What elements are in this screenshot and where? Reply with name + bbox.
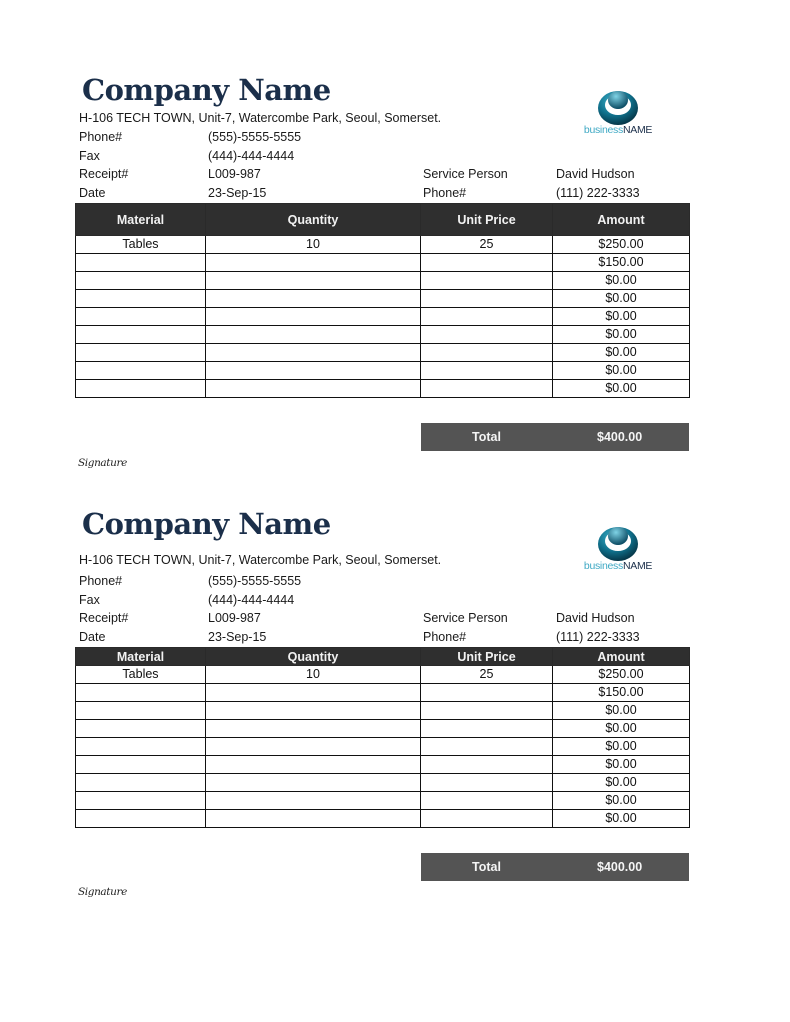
cell-material[interactable]: Tables [76,666,206,684]
cell-material[interactable] [76,738,206,756]
total-value: $400.00 [597,860,643,874]
cell-material[interactable] [76,290,206,308]
logo-sphere-icon [597,524,639,562]
logo-text [573,560,663,572]
cell-quantity[interactable] [206,290,421,308]
cell-quantity[interactable] [206,756,421,774]
items-table [75,647,690,828]
table-row [76,344,690,362]
cell-quantity[interactable] [206,702,421,720]
receipt-number-value: L009-987 [208,611,261,625]
cell-unit-price[interactable] [421,810,553,828]
cell-quantity[interactable] [206,720,421,738]
cell-material[interactable] [76,326,206,344]
header-amount: Amount [553,204,690,236]
cell-material[interactable] [76,362,206,380]
cell-amount: $0.00 [553,308,690,326]
fax-value: (444)-444-4444 [208,149,295,163]
cell-amount: $0.00 [553,290,690,308]
business-logo [573,524,663,574]
total-label: Total [472,860,501,874]
fax-label: Fax [79,593,100,607]
header-quantity: Quantity [206,648,421,666]
date-value: 23-Sep-15 [208,186,267,200]
company-address: H-106 TECH TOWN, Unit-7, Watercombe Park, Seoul, Somerset. [79,111,442,125]
table-row [76,810,690,828]
cell-quantity[interactable] [206,810,421,828]
phone-label: Phone# [79,130,123,144]
cell-unit-price[interactable]: 25 [421,236,553,254]
cell-amount: $0.00 [553,702,690,720]
cell-amount: $0.00 [553,792,690,810]
cell-amount: $0.00 [553,756,690,774]
table-header-row [76,204,690,236]
cell-quantity[interactable] [206,774,421,792]
logo-text-dark: NAME [622,124,653,136]
total-value: $400.00 [597,430,643,444]
cell-quantity[interactable]: 10 [206,666,421,684]
cell-quantity[interactable] [206,684,421,702]
logo-text [573,124,663,136]
cell-unit-price[interactable] [421,702,553,720]
header-material: Material [76,204,206,236]
table-row [76,774,690,792]
date-label: Date [79,186,106,200]
table-row [76,236,690,254]
cell-amount: $0.00 [553,380,690,398]
cell-unit-price[interactable] [421,792,553,810]
table-row [76,272,690,290]
table-row [76,792,690,810]
service-person-value: David Hudson [556,611,635,625]
items-table [75,203,690,398]
table-row [76,738,690,756]
header-material: Material [76,648,206,666]
cell-unit-price[interactable] [421,326,553,344]
cell-unit-price[interactable] [421,290,553,308]
table-row [76,308,690,326]
table-header-row [76,648,690,666]
cell-material[interactable] [76,720,206,738]
table-row [76,290,690,308]
header-quantity: Quantity [206,204,421,236]
cell-material[interactable] [76,810,206,828]
table-row [76,756,690,774]
table-row [76,362,690,380]
service-person-value: David Hudson [556,167,635,181]
receipt-number-label: Receipt# [79,611,129,625]
cell-material[interactable] [76,380,206,398]
cell-material[interactable] [76,792,206,810]
signature-label: Signature [78,457,127,469]
cell-quantity[interactable] [206,254,421,272]
service-phone-value: (111) 222-3333 [556,186,640,200]
cell-amount: $0.00 [553,738,690,756]
cell-amount: $0.00 [553,362,690,380]
service-phone-label: Phone# [423,630,467,644]
total-bar [421,423,689,451]
table-row [76,702,690,720]
cell-material[interactable] [76,254,206,272]
cell-amount: $150.00 [553,684,690,702]
cell-unit-price[interactable] [421,362,553,380]
cell-amount: $0.00 [553,774,690,792]
table-row [76,684,690,702]
date-value: 23-Sep-15 [208,630,267,644]
logo-text-light: business [583,124,623,136]
cell-quantity[interactable] [206,792,421,810]
cell-unit-price[interactable] [421,774,553,792]
table-row [76,326,690,344]
cell-quantity[interactable] [206,344,421,362]
table-row [76,666,690,684]
header-amount: Amount [553,648,690,666]
cell-quantity[interactable] [206,362,421,380]
date-label: Date [79,630,106,644]
cell-material[interactable] [76,272,206,290]
phone-label: Phone# [79,574,123,588]
cell-unit-price[interactable] [421,380,553,398]
cell-amount: $0.00 [553,326,690,344]
receipt-number-value: L009-987 [208,167,261,181]
cell-unit-price[interactable]: 25 [421,666,553,684]
cell-quantity[interactable] [206,380,421,398]
receipt-number-label: Receipt# [79,167,129,181]
cell-material[interactable] [76,702,206,720]
cell-amount: $250.00 [553,236,690,254]
company-address: H-106 TECH TOWN, Unit-7, Watercombe Park, Seoul, Somerset. [79,553,442,567]
header-unit-price: Unit Price [421,648,553,666]
cell-unit-price[interactable] [421,756,553,774]
cell-quantity[interactable]: 10 [206,236,421,254]
company-name: Company Name [82,73,331,107]
logo-text-light: business [583,560,623,572]
cell-material[interactable] [76,344,206,362]
cell-amount: $250.00 [553,666,690,684]
cell-amount: $150.00 [553,254,690,272]
cell-material[interactable]: Tables [76,236,206,254]
cell-amount: $0.00 [553,720,690,738]
cell-unit-price[interactable] [421,308,553,326]
cell-amount: $0.00 [553,810,690,828]
cell-unit-price[interactable] [421,684,553,702]
total-bar [421,853,689,881]
cell-amount: $0.00 [553,272,690,290]
signature-label: Signature [78,886,127,898]
logo-text-dark: NAME [622,560,653,572]
table-row [76,254,690,272]
fax-value: (444)-444-4444 [208,593,295,607]
cell-amount: $0.00 [553,344,690,362]
table-row [76,380,690,398]
phone-value: (555)-5555-5555 [208,574,302,588]
service-person-label: Service Person [423,611,508,625]
service-phone-value: (111) 222-3333 [556,630,640,644]
cell-unit-price[interactable] [421,254,553,272]
total-label: Total [472,430,501,444]
cell-material[interactable] [76,684,206,702]
header-unit-price: Unit Price [421,204,553,236]
cell-unit-price[interactable] [421,344,553,362]
logo-sphere-icon [597,88,639,126]
company-name: Company Name [82,507,331,541]
service-person-label: Service Person [423,167,508,181]
cell-unit-price[interactable] [421,720,553,738]
table-row [76,720,690,738]
phone-value: (555)-5555-5555 [208,130,302,144]
cell-quantity[interactable] [206,308,421,326]
cell-quantity[interactable] [206,272,421,290]
cell-unit-price[interactable] [421,738,553,756]
cell-quantity[interactable] [206,738,421,756]
cell-material[interactable] [76,756,206,774]
fax-label: Fax [79,149,100,163]
business-logo [573,88,663,138]
cell-quantity[interactable] [206,326,421,344]
cell-material[interactable] [76,774,206,792]
cell-material[interactable] [76,308,206,326]
cell-unit-price[interactable] [421,272,553,290]
service-phone-label: Phone# [423,186,467,200]
